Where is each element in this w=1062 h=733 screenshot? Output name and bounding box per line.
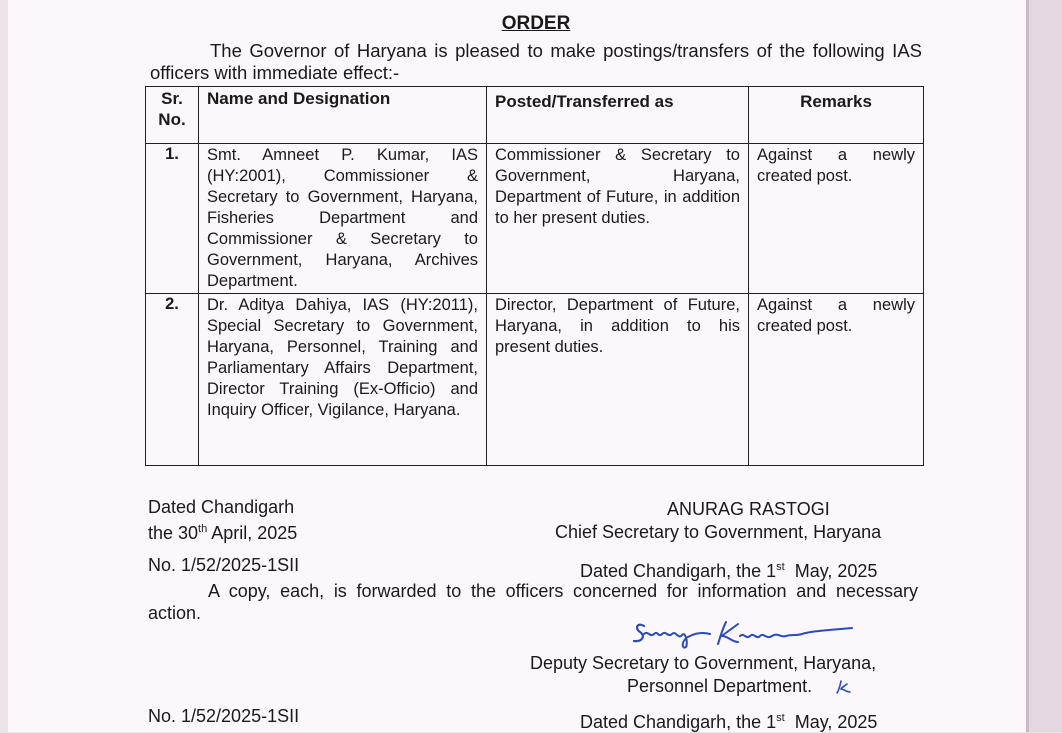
signatory-designation: Chief Secretary to Government, Haryana bbox=[555, 522, 882, 542]
deputy-department: Personnel Department. bbox=[627, 676, 813, 696]
endorsement2-number: No. 1/52/2025-1SII bbox=[148, 706, 300, 726]
page-edge bbox=[1026, 0, 1062, 732]
postings-table bbox=[145, 86, 924, 466]
order-title: ORDER bbox=[501, 13, 571, 34]
dated-place: Dated Chandigarh bbox=[148, 497, 295, 517]
row-name-designation: Dr. Aditya Dahiya, IAS (HY:2011), Special Secretary to Government, Haryana, Personnel, Training and Parliamentary Affairs Department, Director Training (Ex-Officio) and Inquiry Officer, Vigilance, Haryana. bbox=[199, 294, 487, 466]
table-header-row bbox=[146, 87, 924, 144]
row-sr-no: 1. bbox=[146, 144, 199, 294]
row-remarks: Against a newly created post. bbox=[749, 144, 924, 294]
signatory-name: ANURAG RASTOGI bbox=[667, 499, 830, 519]
header-remarks: Remarks bbox=[749, 87, 924, 144]
deputy-designation: Deputy Secretary to Government, Haryana, bbox=[530, 653, 877, 673]
header-posted-transferred: Posted/Transferred as bbox=[487, 87, 749, 144]
endorsement2-date: Dated Chandigarh, the 1st May, 2025 bbox=[580, 712, 878, 732]
row-name-designation: Smt. Amneet P. Kumar, IAS (HY:2001), Commissioner & Secretary to Government, Haryana, Fisheries Department and Commissioner & Secretary to Government, Haryana, Archives Department. bbox=[199, 144, 487, 294]
dated-date: the 30th April, 2025 bbox=[148, 523, 298, 543]
signature-image bbox=[630, 614, 860, 650]
order-intro: The Governor of Haryana is pleased to make postings/transfers of the following IAS officers with immediate effect:- bbox=[150, 40, 922, 83]
initials-mark bbox=[833, 679, 855, 695]
header-name-designation: Name and Designation bbox=[199, 87, 487, 144]
endorsement-number: No. 1/52/2025-1SII bbox=[148, 555, 300, 575]
endorsement-date: Dated Chandigarh, the 1st May, 2025 bbox=[580, 561, 878, 581]
table-row bbox=[146, 294, 924, 466]
header-sr-no: Sr. No. bbox=[146, 87, 199, 144]
row-posted-as: Commissioner & Secretary to Government, Haryana, Department of Future, in addition to her present duties. bbox=[487, 144, 749, 294]
table-row bbox=[146, 144, 924, 294]
row-posted-as: Director, Department of Future, Haryana, in addition to his present duties. bbox=[487, 294, 749, 466]
row-sr-no: 2. bbox=[146, 294, 199, 466]
endorsement-text: A copy, each, is forwarded to the officers concerned for information and necessary action. bbox=[148, 581, 918, 623]
row-remarks: Against a newly created post. bbox=[749, 294, 924, 466]
